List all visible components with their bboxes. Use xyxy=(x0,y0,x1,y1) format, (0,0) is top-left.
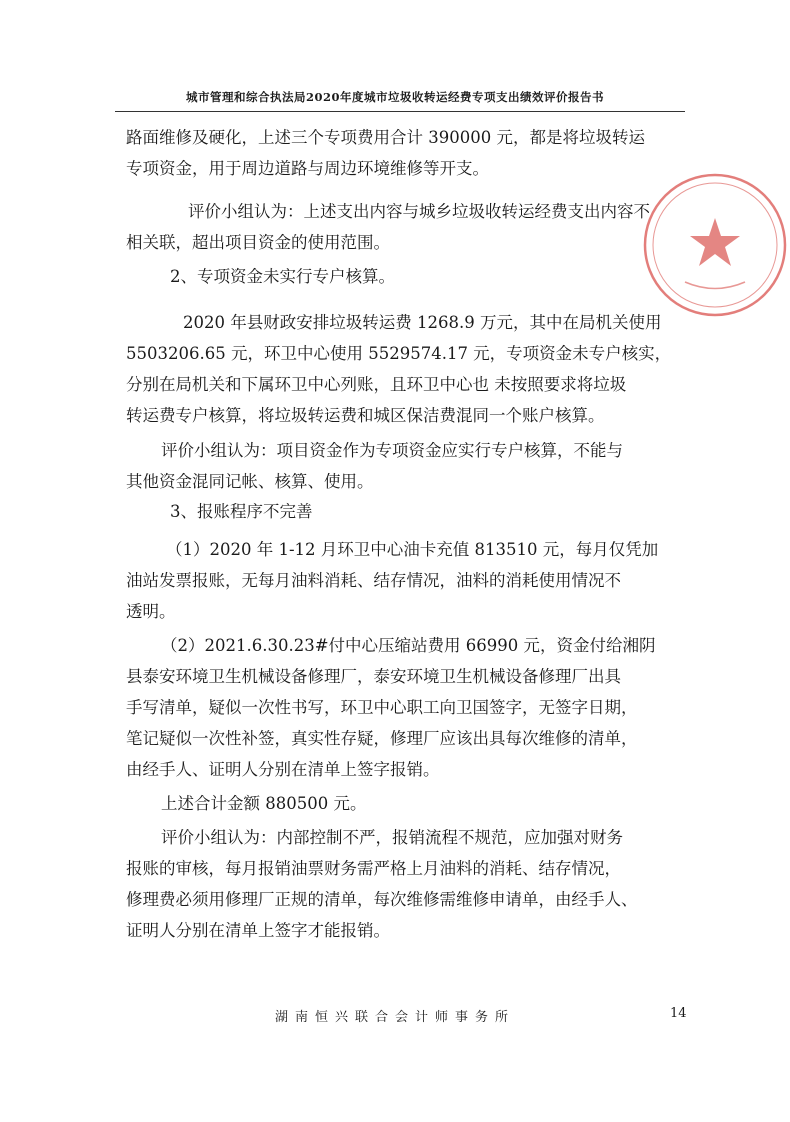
body-line: 笔记疑似一次性补签，真实性存疑，修理厂应该出具每次维修的清单， xyxy=(126,729,638,748)
body-line: 评价小组认为：内部控制不严，报销流程不规范，应加强对财务 xyxy=(161,828,623,847)
body-line: 专项资金，用于周边道路与周边环境维修等开支。 xyxy=(126,159,489,178)
company-seal xyxy=(640,170,790,320)
body-line: 油站发票报账，无每月油料消耗、结存情况，油料的消耗使用情况不 xyxy=(126,571,621,590)
body-line: 其他资金混同记帐、核算、使用。 xyxy=(126,472,374,491)
page-number: 14 xyxy=(670,1006,687,1021)
body-line: 评价小组认为：上述支出内容与城乡垃圾收转运经费支出内容不 xyxy=(188,202,650,221)
body-line: 5503206.65 元，环卫中心使用 5529574.17 元，专项资金未专户核实， xyxy=(126,344,672,363)
body-line: （1）2020 年 1-12 月环卫中心油卡充值 813510 元，每月仅凭加 xyxy=(166,540,659,559)
seal-arc xyxy=(685,282,745,289)
body-line: （2）2021.6.30.23#付中心压缩站费用 66990 元，资金付给湘阴 xyxy=(161,636,656,655)
body-line: 手写清单，疑似一次性书写，环卫中心职工向卫国签字，无签字日期， xyxy=(126,698,638,717)
header-rule xyxy=(115,111,685,112)
body-line: 由经手人、证明人分别在清单上签字报销。 xyxy=(126,760,440,779)
section-heading: 2、专项资金未实行专户核算。 xyxy=(170,267,395,286)
body-line: 转运费专户核算，将垃圾转运费和城区保洁费混同一个账户核算。 xyxy=(126,406,605,425)
footer-firm-name: 湖南恒兴联合会计师事务所 xyxy=(274,1010,515,1025)
body-line: 路面维修及硬化，上述三个专项费用合计 390000 元，都是将垃圾转运 xyxy=(126,128,645,147)
body-line: 评价小组认为：项目资金作为专项资金应实行专户核算，不能与 xyxy=(161,441,623,460)
body-line: 分别在局机关和下属环卫中心列账，且环卫中心也 未按照要求将垃圾 xyxy=(126,375,627,394)
section-heading: 3、报账程序不完善 xyxy=(170,502,313,521)
body-line: 证明人分别在清单上签字才能报销。 xyxy=(126,921,390,940)
body-line: 县泰安环境卫生机械设备修理厂，泰安环境卫生机械设备修理厂出具 xyxy=(126,667,621,686)
page-header: 城市管理和综合执法局2020年度城市垃圾收转运经费专项支出绩效评价报告书 xyxy=(185,90,604,104)
seal-star-icon xyxy=(690,218,740,266)
body-line: 2020 年县财政安排垃圾转运费 1268.9 万元，其中在局机关使用 xyxy=(183,313,662,332)
body-line: 修理费必须用修理厂正规的清单，每次维修需维修申请单，由经手人、 xyxy=(126,890,638,909)
body-line: 相关联，超出项目资金的使用范围。 xyxy=(126,233,390,252)
body-line: 报账的审核，每月报销油票财务需严格上月油料的消耗、结存情况， xyxy=(126,859,621,878)
body-line: 上述合计金额 880500 元。 xyxy=(161,794,367,813)
body-line: 透明。 xyxy=(126,602,176,621)
